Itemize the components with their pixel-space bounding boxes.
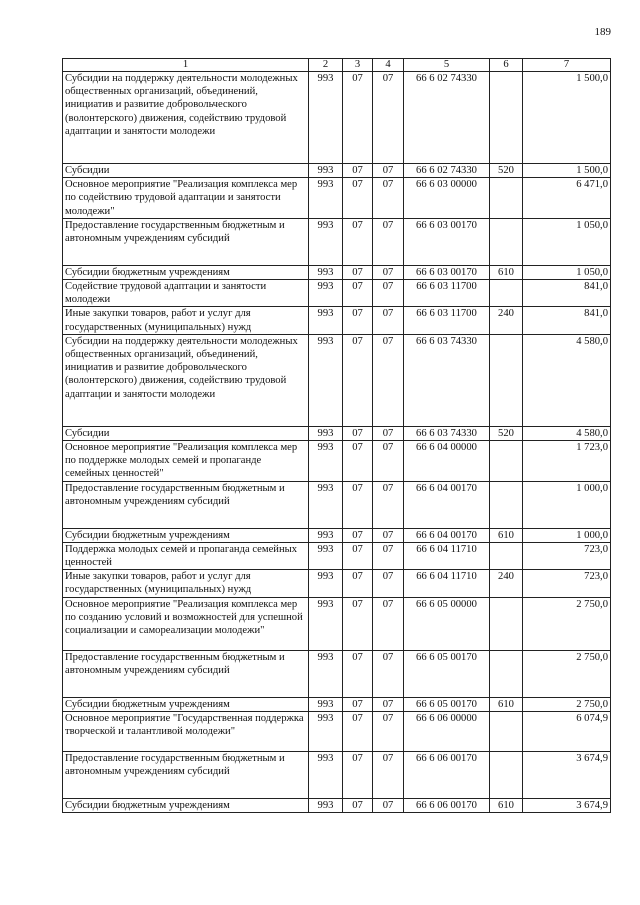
expense-type-cell: 610 <box>490 265 523 279</box>
department-code-cell: 993 <box>309 334 343 426</box>
amount-cell: 3 674,9 <box>523 798 611 812</box>
subsection-code-cell: 07 <box>373 334 404 426</box>
target-article-cell: 66 6 03 00170 <box>404 265 490 279</box>
table-row <box>63 307 611 334</box>
target-article-cell: 66 6 03 11700 <box>404 307 490 334</box>
department-code-cell: 993 <box>309 265 343 279</box>
subsection-code-cell: 07 <box>373 441 404 482</box>
amount-cell: 1 000,0 <box>523 528 611 542</box>
amount-cell: 3 674,9 <box>523 751 611 798</box>
target-article-cell: 66 6 02 74330 <box>404 72 490 164</box>
target-article-cell: 66 6 03 11700 <box>404 280 490 307</box>
subsection-code-cell: 07 <box>373 426 404 440</box>
item-name-cell: Основное мероприятие "Государственная поддержка творческой и талантливой молодежи" <box>63 711 309 751</box>
amount-cell: 2 750,0 <box>523 597 611 650</box>
item-name-cell: Основное мероприятие "Реализация комплекса мер по поддержке молодых семей и пропаганде семейных ценностей" <box>63 441 309 482</box>
target-article-cell: 66 6 03 74330 <box>404 426 490 440</box>
subsection-code-cell: 07 <box>373 597 404 650</box>
item-name-cell: Субсидии <box>63 164 309 178</box>
table-row <box>63 178 611 219</box>
target-article-cell: 66 6 04 11710 <box>404 570 490 597</box>
department-code-cell: 993 <box>309 481 343 528</box>
subsection-code-cell: 07 <box>373 542 404 569</box>
item-name-cell: Иные закупки товаров, работ и услуг для государственных (муниципальных) нужд <box>63 570 309 597</box>
amount-cell: 723,0 <box>523 542 611 569</box>
table-row <box>63 441 611 482</box>
amount-cell: 4 580,0 <box>523 426 611 440</box>
item-name-cell: Иные закупки товаров, работ и услуг для государственных (муниципальных) нужд <box>63 307 309 334</box>
section-code-cell: 07 <box>343 334 373 426</box>
department-code-cell: 993 <box>309 72 343 164</box>
section-code-cell: 07 <box>343 164 373 178</box>
amount-cell: 841,0 <box>523 307 611 334</box>
amount-cell: 1 500,0 <box>523 72 611 164</box>
section-code-cell: 07 <box>343 798 373 812</box>
target-article-cell: 66 6 06 00000 <box>404 711 490 751</box>
target-article-cell: 66 6 02 74330 <box>404 164 490 178</box>
amount-cell: 841,0 <box>523 280 611 307</box>
department-code-cell: 993 <box>309 528 343 542</box>
expense-type-cell <box>490 481 523 528</box>
subsection-code-cell: 07 <box>373 528 404 542</box>
amount-cell: 6 074,9 <box>523 711 611 751</box>
section-code-cell: 07 <box>343 528 373 542</box>
expense-type-cell <box>490 178 523 219</box>
section-code-cell: 07 <box>343 542 373 569</box>
target-article-cell: 66 6 06 00170 <box>404 751 490 798</box>
target-article-cell: 66 6 04 00170 <box>404 481 490 528</box>
budget-table <box>62 58 611 813</box>
target-article-cell: 66 6 05 00170 <box>404 650 490 697</box>
subsection-code-cell: 07 <box>373 711 404 751</box>
column-header: 2 <box>309 59 343 72</box>
column-header: 5 <box>404 59 490 72</box>
section-code-cell: 07 <box>343 178 373 219</box>
amount-cell: 1 500,0 <box>523 164 611 178</box>
section-code-cell: 07 <box>343 265 373 279</box>
table-row <box>63 481 611 528</box>
subsection-code-cell: 07 <box>373 798 404 812</box>
item-name-cell: Субсидии на поддержку деятельности молодежных общественных организаций, объединений, инициатив и развитие добровольческого (волонтерского) движения, содействию трудовой адаптации и занятости молодежи <box>63 334 309 426</box>
department-code-cell: 993 <box>309 751 343 798</box>
table-row <box>63 597 611 650</box>
target-article-cell: 66 6 03 74330 <box>404 334 490 426</box>
department-code-cell: 993 <box>309 441 343 482</box>
section-code-cell: 07 <box>343 597 373 650</box>
table-row <box>63 218 611 265</box>
subsection-code-cell: 07 <box>373 650 404 697</box>
item-name-cell: Предоставление государственным бюджетным и автономным учреждениям субсидий <box>63 218 309 265</box>
table-row <box>63 542 611 569</box>
item-name-cell: Субсидии бюджетным учреждениям <box>63 528 309 542</box>
expense-type-cell <box>490 650 523 697</box>
section-code-cell: 07 <box>343 650 373 697</box>
column-header: 7 <box>523 59 611 72</box>
target-article-cell: 66 6 05 00170 <box>404 697 490 711</box>
target-article-cell: 66 6 05 00000 <box>404 597 490 650</box>
department-code-cell: 993 <box>309 697 343 711</box>
subsection-code-cell: 07 <box>373 178 404 219</box>
subsection-code-cell: 07 <box>373 481 404 528</box>
table-row <box>63 798 611 812</box>
subsection-code-cell: 07 <box>373 307 404 334</box>
subsection-code-cell: 07 <box>373 218 404 265</box>
expense-type-cell: 520 <box>490 426 523 440</box>
item-name-cell: Субсидии бюджетным учреждениям <box>63 265 309 279</box>
expense-type-cell <box>490 218 523 265</box>
column-header: 6 <box>490 59 523 72</box>
subsection-code-cell: 07 <box>373 697 404 711</box>
table-row <box>63 426 611 440</box>
department-code-cell: 993 <box>309 542 343 569</box>
department-code-cell: 993 <box>309 164 343 178</box>
column-header: 1 <box>63 59 309 72</box>
expense-type-cell <box>490 542 523 569</box>
department-code-cell: 993 <box>309 178 343 219</box>
table-row <box>63 334 611 426</box>
section-code-cell: 07 <box>343 307 373 334</box>
table-row <box>63 697 611 711</box>
subsection-code-cell: 07 <box>373 72 404 164</box>
target-article-cell: 66 6 03 00000 <box>404 178 490 219</box>
table-row <box>63 164 611 178</box>
item-name-cell: Субсидии бюджетным учреждениям <box>63 798 309 812</box>
amount-cell: 2 750,0 <box>523 650 611 697</box>
subsection-code-cell: 07 <box>373 265 404 279</box>
target-article-cell: 66 6 04 11710 <box>404 542 490 569</box>
table-row <box>63 265 611 279</box>
item-name-cell: Предоставление государственным бюджетным и автономным учреждениям субсидий <box>63 481 309 528</box>
item-name-cell: Субсидии бюджетным учреждениям <box>63 697 309 711</box>
section-code-cell: 07 <box>343 570 373 597</box>
item-name-cell: Поддержка молодых семей и пропаганда семейных ценностей <box>63 542 309 569</box>
amount-cell: 723,0 <box>523 570 611 597</box>
column-header: 4 <box>373 59 404 72</box>
expense-type-cell: 610 <box>490 697 523 711</box>
department-code-cell: 993 <box>309 426 343 440</box>
table-row <box>63 751 611 798</box>
item-name-cell: Предоставление государственным бюджетным и автономным учреждениям субсидий <box>63 650 309 697</box>
amount-cell: 1 050,0 <box>523 265 611 279</box>
expense-type-cell <box>490 280 523 307</box>
table-row <box>63 711 611 751</box>
amount-cell: 1 723,0 <box>523 441 611 482</box>
section-code-cell: 07 <box>343 218 373 265</box>
amount-cell: 6 471,0 <box>523 178 611 219</box>
subsection-code-cell: 07 <box>373 570 404 597</box>
expense-type-cell: 610 <box>490 528 523 542</box>
table-row <box>63 650 611 697</box>
item-name-cell: Основное мероприятие "Реализация комплекса мер по созданию условий и возможностей для успешной социализации и самореализации молодежи" <box>63 597 309 650</box>
item-name-cell: Предоставление государственным бюджетным и автономным учреждениям субсидий <box>63 751 309 798</box>
target-article-cell: 66 6 04 00000 <box>404 441 490 482</box>
expense-type-cell <box>490 711 523 751</box>
expense-type-cell: 240 <box>490 307 523 334</box>
amount-cell: 1 000,0 <box>523 481 611 528</box>
section-code-cell: 07 <box>343 72 373 164</box>
target-article-cell: 66 6 06 00170 <box>404 798 490 812</box>
section-code-cell: 07 <box>343 280 373 307</box>
expense-type-cell <box>490 334 523 426</box>
section-code-cell: 07 <box>343 751 373 798</box>
column-header: 3 <box>343 59 373 72</box>
target-article-cell: 66 6 04 00170 <box>404 528 490 542</box>
page-number: 189 <box>594 26 611 38</box>
expense-type-cell <box>490 597 523 650</box>
amount-cell: 1 050,0 <box>523 218 611 265</box>
subsection-code-cell: 07 <box>373 164 404 178</box>
section-code-cell: 07 <box>343 481 373 528</box>
department-code-cell: 993 <box>309 711 343 751</box>
expense-type-cell: 240 <box>490 570 523 597</box>
item-name-cell: Субсидии <box>63 426 309 440</box>
department-code-cell: 993 <box>309 280 343 307</box>
department-code-cell: 993 <box>309 307 343 334</box>
department-code-cell: 993 <box>309 570 343 597</box>
table-row <box>63 280 611 307</box>
department-code-cell: 993 <box>309 597 343 650</box>
department-code-cell: 993 <box>309 650 343 697</box>
section-code-cell: 07 <box>343 697 373 711</box>
section-code-cell: 07 <box>343 441 373 482</box>
expense-type-cell: 610 <box>490 798 523 812</box>
expense-type-cell <box>490 441 523 482</box>
expense-type-cell <box>490 751 523 798</box>
department-code-cell: 993 <box>309 218 343 265</box>
item-name-cell: Субсидии на поддержку деятельности молодежных общественных организаций, объединений, инициатив и развитие добровольческого (волонтерского) движения, содействию трудовой адаптации и занятости молодежи <box>63 72 309 164</box>
expense-type-cell: 520 <box>490 164 523 178</box>
amount-cell: 4 580,0 <box>523 334 611 426</box>
item-name-cell: Основное мероприятие "Реализация комплекса мер по содействию трудовой адаптации и занятости молодежи" <box>63 178 309 219</box>
target-article-cell: 66 6 03 00170 <box>404 218 490 265</box>
table-row <box>63 528 611 542</box>
department-code-cell: 993 <box>309 798 343 812</box>
section-code-cell: 07 <box>343 426 373 440</box>
item-name-cell: Содействие трудовой адаптации и занятости молодежи <box>63 280 309 307</box>
subsection-code-cell: 07 <box>373 751 404 798</box>
section-code-cell: 07 <box>343 711 373 751</box>
expense-type-cell <box>490 72 523 164</box>
table-row <box>63 72 611 164</box>
table-header-row <box>63 59 611 72</box>
amount-cell: 2 750,0 <box>523 697 611 711</box>
table-row <box>63 570 611 597</box>
subsection-code-cell: 07 <box>373 280 404 307</box>
